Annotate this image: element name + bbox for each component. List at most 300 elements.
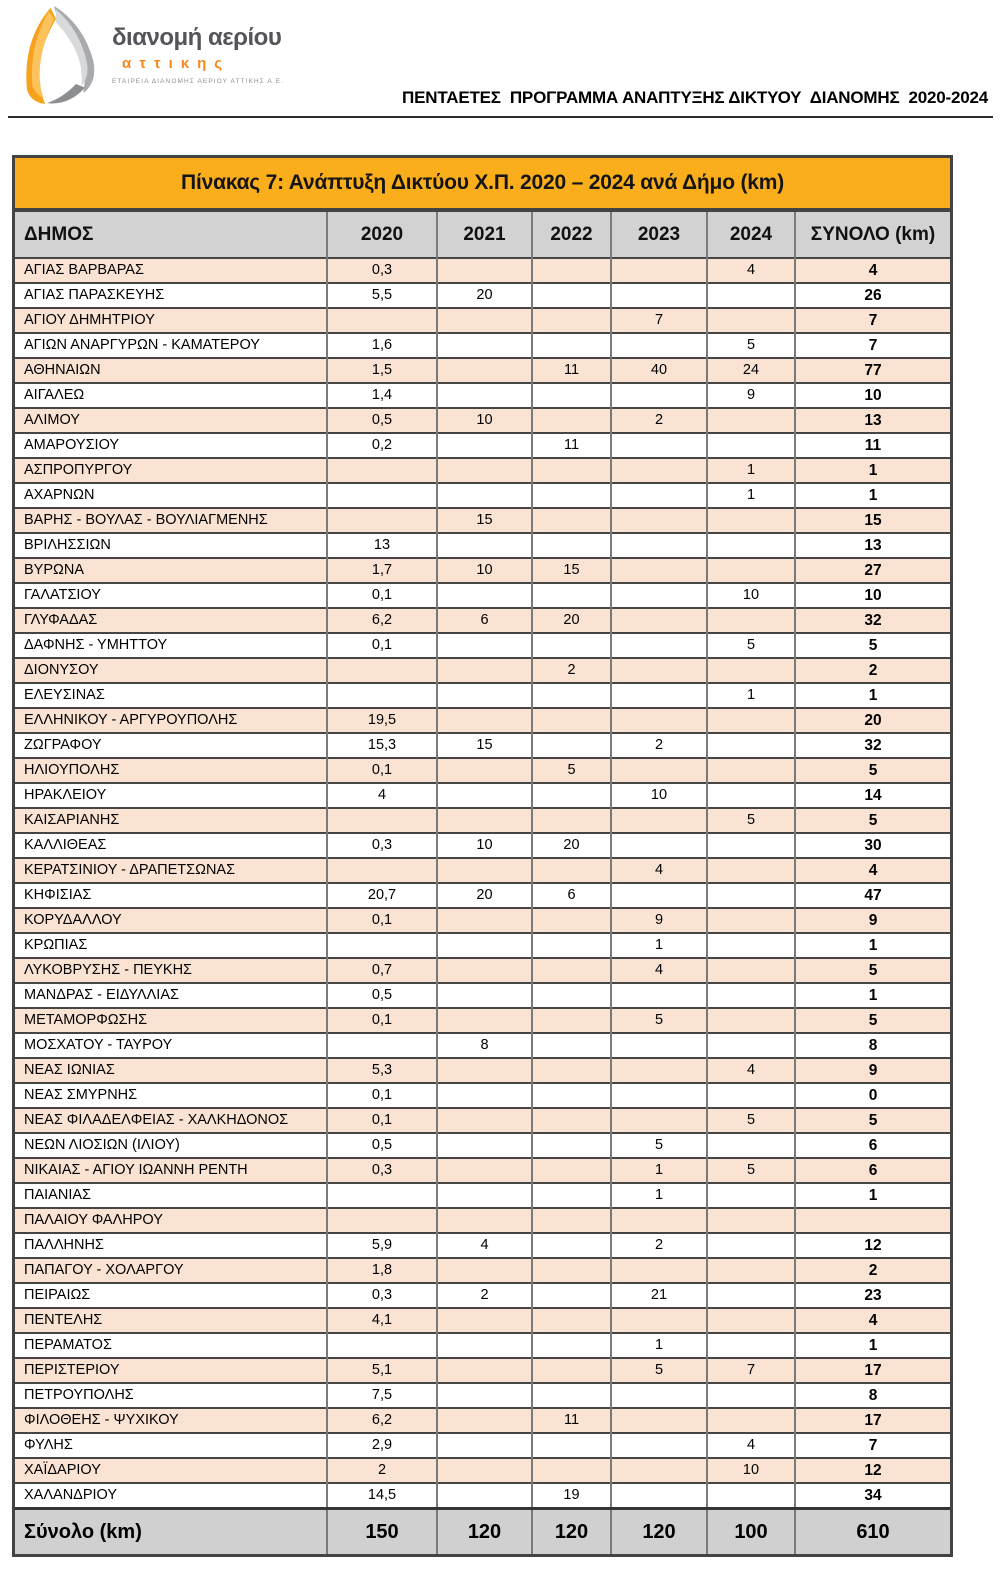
year-value: 1 — [611, 933, 707, 958]
year-value — [611, 383, 707, 408]
municipality-name: ΚΡΩΠΙΑΣ — [15, 933, 327, 958]
year-value — [437, 783, 532, 808]
year-value: 11 — [532, 1408, 611, 1433]
table-row — [15, 333, 950, 358]
year-value: 5,5 — [327, 283, 437, 308]
row-total: 13 — [795, 408, 950, 433]
year-value — [707, 1283, 795, 1308]
year-value — [611, 683, 707, 708]
row-total: 5 — [795, 758, 950, 783]
header-row — [15, 211, 950, 258]
year-value — [532, 533, 611, 558]
municipality-name: ΜΕΤΑΜΟΡΦΩΣΗΣ — [15, 1008, 327, 1033]
year-value: 11 — [532, 433, 611, 458]
table-row — [15, 658, 950, 683]
year-value — [611, 333, 707, 358]
year-value — [532, 1358, 611, 1383]
year-value — [707, 983, 795, 1008]
year-value: 4 — [437, 1233, 532, 1258]
year-value — [707, 533, 795, 558]
row-total: 9 — [795, 1058, 950, 1083]
year-value — [532, 283, 611, 308]
year-value — [532, 383, 611, 408]
table-row — [15, 1233, 950, 1258]
table-row — [15, 308, 950, 333]
year-value — [437, 958, 532, 983]
total-2022: 120 — [532, 1509, 611, 1555]
municipality-name: ΝΕΑΣ ΦΙΛΑΔΕΛΦΕΙΑΣ - ΧΑΛΚΗΔΟΝΟΣ — [15, 1108, 327, 1133]
row-total: 23 — [795, 1283, 950, 1308]
year-value — [327, 933, 437, 958]
year-value — [611, 1033, 707, 1058]
year-value: 15 — [437, 733, 532, 758]
totals-label: Σύνολο (km) — [15, 1509, 327, 1555]
year-value — [707, 1483, 795, 1509]
year-value: 0,7 — [327, 958, 437, 983]
table-row — [15, 1358, 950, 1383]
year-value — [437, 358, 532, 383]
table-row — [15, 683, 950, 708]
year-value — [327, 1333, 437, 1358]
year-value — [437, 1408, 532, 1433]
year-value — [532, 783, 611, 808]
year-value: 6 — [437, 608, 532, 633]
year-value: 1 — [707, 458, 795, 483]
table-row — [15, 983, 950, 1008]
year-value — [532, 983, 611, 1008]
logo-text — [112, 26, 284, 86]
year-value — [532, 1158, 611, 1183]
row-total: 2 — [795, 1258, 950, 1283]
year-value — [437, 1333, 532, 1358]
table-row — [15, 1033, 950, 1058]
year-value: 1,4 — [327, 383, 437, 408]
year-value — [437, 1208, 532, 1233]
municipality-name: ΠΑΛΛΗΝΗΣ — [15, 1233, 327, 1258]
year-value — [611, 758, 707, 783]
row-total: 26 — [795, 283, 950, 308]
year-value — [437, 808, 532, 833]
row-total: 1 — [795, 933, 950, 958]
year-value: 0,5 — [327, 983, 437, 1008]
year-value — [327, 508, 437, 533]
year-value — [707, 408, 795, 433]
year-value: 1 — [611, 1158, 707, 1183]
year-value — [611, 483, 707, 508]
year-value — [437, 458, 532, 483]
year-value — [707, 783, 795, 808]
year-value: 21 — [611, 1283, 707, 1308]
year-value — [611, 458, 707, 483]
year-value: 6,2 — [327, 608, 437, 633]
year-value: 7 — [611, 308, 707, 333]
year-value — [437, 1458, 532, 1483]
year-value — [437, 908, 532, 933]
municipality-name: ΒΑΡΗΣ - ΒΟΥΛΑΣ - ΒΟΥΛΙΑΓΜΕΝΗΣ — [15, 508, 327, 533]
year-value: 4 — [327, 783, 437, 808]
year-value: 0,1 — [327, 1083, 437, 1108]
year-value — [437, 983, 532, 1008]
document-title: ΠΕΝΤΑΕΤΕΣ ΠΡΟΓΡΑΜΜΑ ΑΝΑΠΤΥΞΗΣ ΔΙΚΤΥΟΥ ΔΙΑΝΟΜΗΣ 2020-2024 — [402, 88, 988, 107]
row-total: 6 — [795, 1158, 950, 1183]
year-value: 1,5 — [327, 358, 437, 383]
year-value — [707, 283, 795, 308]
municipality-name: ΑΓΙΑΣ ΠΑΡΑΣΚΕΥΗΣ — [15, 283, 327, 308]
year-value — [611, 258, 707, 283]
logo-company-subtitle: ΕΤΑΙΡΕΙΑ ΔΙΑΝΟΜΗΣ ΑΕΡΙΟΥ ΑΤΤΙΚΗΣ Α.Ε. — [112, 78, 285, 85]
municipality-name: ΚΗΦΙΣΙΑΣ — [15, 883, 327, 908]
year-value: 1,8 — [327, 1258, 437, 1283]
row-total: 6 — [795, 1133, 950, 1158]
year-value — [532, 1058, 611, 1083]
year-value — [611, 1458, 707, 1483]
table-row — [15, 383, 950, 408]
column-header-2021: 2021 — [437, 211, 532, 258]
year-value — [437, 1008, 532, 1033]
table-row — [15, 1258, 950, 1283]
year-value: 2 — [532, 658, 611, 683]
row-total: 7 — [795, 333, 950, 358]
logo-region: αττικης — [122, 55, 231, 72]
table-row — [15, 408, 950, 433]
year-value — [532, 1383, 611, 1408]
municipality-name: ΚΑΛΛΙΘΕΑΣ — [15, 833, 327, 858]
year-value — [532, 1208, 611, 1233]
municipality-name: ΑΧΑΡΝΩΝ — [15, 483, 327, 508]
year-value — [532, 308, 611, 333]
year-value: 10 — [611, 783, 707, 808]
municipality-name: ΝΕΑΣ ΣΜΥΡΝΗΣ — [15, 1083, 327, 1108]
year-value: 5,9 — [327, 1233, 437, 1258]
year-value — [707, 1383, 795, 1408]
year-value — [327, 1208, 437, 1233]
table-row — [15, 833, 950, 858]
year-value: 4 — [707, 1433, 795, 1458]
year-value: 5 — [707, 1158, 795, 1183]
gas-swirl-logo-icon — [10, 6, 102, 104]
year-value: 10 — [707, 583, 795, 608]
row-total: 20 — [795, 708, 950, 733]
row-total: 1 — [795, 458, 950, 483]
year-value — [611, 1383, 707, 1408]
municipality-name: ΑΜΑΡΟΥΣΙΟΥ — [15, 433, 327, 458]
year-value: 1,6 — [327, 333, 437, 358]
year-value — [437, 258, 532, 283]
year-value — [611, 633, 707, 658]
table-row — [15, 858, 950, 883]
year-value — [532, 733, 611, 758]
year-value — [707, 658, 795, 683]
row-total: 17 — [795, 1358, 950, 1383]
year-value: 5,3 — [327, 1058, 437, 1083]
year-value — [532, 1008, 611, 1033]
table-row — [15, 783, 950, 808]
municipality-name: ΚΟΡΥΔΑΛΛΟΥ — [15, 908, 327, 933]
year-value — [611, 558, 707, 583]
table-row — [15, 933, 950, 958]
table-row — [15, 1158, 950, 1183]
table-row — [15, 583, 950, 608]
year-value — [532, 933, 611, 958]
year-value: 15 — [532, 558, 611, 583]
year-value — [437, 333, 532, 358]
year-value — [327, 308, 437, 333]
year-value: 5 — [611, 1008, 707, 1033]
year-value: 0,1 — [327, 1008, 437, 1033]
year-value — [707, 708, 795, 733]
municipality-name: ΚΕΡΑΤΣΙΝΙΟΥ - ΔΡΑΠΕΤΣΩΝΑΣ — [15, 858, 327, 883]
column-header-total: ΣΥΝΟΛΟ (km) — [795, 211, 950, 258]
year-value — [437, 758, 532, 783]
row-total: 0 — [795, 1083, 950, 1108]
totals-row — [15, 1509, 950, 1555]
year-value — [532, 1333, 611, 1358]
table-row — [15, 733, 950, 758]
table-row — [15, 1383, 950, 1408]
year-value — [437, 1308, 532, 1333]
year-value — [532, 408, 611, 433]
row-total: 4 — [795, 858, 950, 883]
municipality-name: ΠΕΝΤΕΛΗΣ — [15, 1308, 327, 1333]
municipality-name: ΜΟΣΧΑΤΟΥ - ΤΑΥΡΟΥ — [15, 1033, 327, 1058]
year-value: 2 — [611, 1233, 707, 1258]
year-value — [707, 433, 795, 458]
year-value: 0,1 — [327, 583, 437, 608]
year-value: 1 — [707, 483, 795, 508]
year-value — [327, 483, 437, 508]
year-value — [611, 1258, 707, 1283]
row-total: 32 — [795, 733, 950, 758]
year-value: 0,3 — [327, 833, 437, 858]
table-row — [15, 558, 950, 583]
year-value: 0,1 — [327, 1108, 437, 1133]
year-value — [532, 1083, 611, 1108]
year-value — [327, 1183, 437, 1208]
table-row — [15, 608, 950, 633]
municipality-name: ΑΛΙΜΟΥ — [15, 408, 327, 433]
year-value: 9 — [611, 908, 707, 933]
year-value: 0,5 — [327, 408, 437, 433]
municipality-name: ΧΑΛΑΝΔΡΙΟΥ — [15, 1483, 327, 1509]
table-row — [15, 1083, 950, 1108]
year-value: 1 — [707, 683, 795, 708]
table-row — [15, 633, 950, 658]
year-value: 20 — [532, 608, 611, 633]
year-value: 2 — [327, 1458, 437, 1483]
table-row — [15, 808, 950, 833]
year-value — [707, 733, 795, 758]
network-development-table — [15, 210, 950, 1554]
year-value — [707, 908, 795, 933]
year-value: 11 — [532, 358, 611, 383]
municipality-name: ΛΥΚΟΒΡΥΣΗΣ - ΠΕΥΚΗΣ — [15, 958, 327, 983]
year-value — [611, 433, 707, 458]
year-value — [437, 483, 532, 508]
year-value — [707, 833, 795, 858]
year-value: 5 — [611, 1358, 707, 1383]
column-header-2022: 2022 — [532, 211, 611, 258]
year-value — [707, 508, 795, 533]
year-value — [611, 1208, 707, 1233]
row-total: 4 — [795, 258, 950, 283]
year-value — [532, 333, 611, 358]
row-total: 1 — [795, 683, 950, 708]
header-divider — [8, 116, 993, 118]
table-row — [15, 1408, 950, 1433]
municipality-name: ΑΓΙΑΣ ΒΑΡΒΑΡΑΣ — [15, 258, 327, 283]
year-value: 2 — [611, 733, 707, 758]
year-value: 0,3 — [327, 1283, 437, 1308]
year-value: 0,5 — [327, 1133, 437, 1158]
row-total: 5 — [795, 958, 950, 983]
year-value — [532, 1108, 611, 1133]
year-value — [611, 808, 707, 833]
year-value — [437, 1083, 532, 1108]
year-value: 4 — [707, 258, 795, 283]
row-total: 5 — [795, 1108, 950, 1133]
year-value — [327, 858, 437, 883]
column-header-2024: 2024 — [707, 211, 795, 258]
year-value — [532, 958, 611, 983]
year-value — [532, 683, 611, 708]
municipality-name: ΦΙΛΟΘΕΗΣ - ΨΥΧΙΚΟΥ — [15, 1408, 327, 1433]
municipality-name: ΠΑΙΑΝΙΑΣ — [15, 1183, 327, 1208]
year-value: 19 — [532, 1483, 611, 1509]
table-row — [15, 1133, 950, 1158]
year-value — [707, 933, 795, 958]
year-value: 4 — [707, 1058, 795, 1083]
year-value — [707, 1408, 795, 1433]
year-value — [532, 1258, 611, 1283]
year-value: 19,5 — [327, 708, 437, 733]
year-value: 1,7 — [327, 558, 437, 583]
year-value: 2 — [611, 408, 707, 433]
year-value — [532, 708, 611, 733]
municipality-name: ΗΡΑΚΛΕΙΟΥ — [15, 783, 327, 808]
row-total: 17 — [795, 1408, 950, 1433]
municipality-name: ΝΕΑΣ ΙΩΝΙΑΣ — [15, 1058, 327, 1083]
table-row — [15, 1108, 950, 1133]
logo-name: διανομή αερίου — [112, 24, 282, 51]
year-value: 20 — [437, 883, 532, 908]
year-value — [437, 1158, 532, 1183]
table-row — [15, 758, 950, 783]
row-total: 12 — [795, 1233, 950, 1258]
year-value: 20 — [532, 833, 611, 858]
year-value — [437, 383, 532, 408]
row-total: 1 — [795, 1183, 950, 1208]
row-total: 7 — [795, 308, 950, 333]
year-value — [437, 1433, 532, 1458]
year-value: 2 — [437, 1283, 532, 1308]
table-row — [15, 358, 950, 383]
year-value: 0,1 — [327, 633, 437, 658]
year-value — [437, 1258, 532, 1283]
year-value — [437, 933, 532, 958]
year-value — [707, 608, 795, 633]
year-value — [611, 283, 707, 308]
year-value: 5 — [707, 633, 795, 658]
year-value — [532, 1183, 611, 1208]
year-value: 5 — [707, 1108, 795, 1133]
year-value — [707, 558, 795, 583]
year-value — [437, 533, 532, 558]
year-value — [707, 1208, 795, 1233]
year-value — [707, 858, 795, 883]
year-value — [327, 458, 437, 483]
table-row — [15, 1183, 950, 1208]
year-value — [707, 1033, 795, 1058]
year-value — [707, 1133, 795, 1158]
year-value: 5 — [532, 758, 611, 783]
year-value: 5 — [707, 808, 795, 833]
row-total: 47 — [795, 883, 950, 908]
table-row — [15, 1008, 950, 1033]
row-total: 5 — [795, 808, 950, 833]
row-total: 13 — [795, 533, 950, 558]
municipality-name: ΕΛΕΥΣΙΝΑΣ — [15, 683, 327, 708]
year-value — [707, 1308, 795, 1333]
year-value: 0,3 — [327, 258, 437, 283]
year-value — [707, 1258, 795, 1283]
year-value: 20,7 — [327, 883, 437, 908]
year-value: 2,9 — [327, 1433, 437, 1458]
row-total: 10 — [795, 583, 950, 608]
year-value — [532, 1283, 611, 1308]
column-header-2023: 2023 — [611, 211, 707, 258]
year-value — [611, 508, 707, 533]
column-header-2020: 2020 — [327, 211, 437, 258]
table-row — [15, 258, 950, 283]
municipality-name: ΑΣΠΡΟΠΥΡΓΟΥ — [15, 458, 327, 483]
year-value — [611, 1058, 707, 1083]
year-value: 5 — [611, 1133, 707, 1158]
year-value — [611, 1083, 707, 1108]
year-value — [611, 583, 707, 608]
year-value: 7 — [707, 1358, 795, 1383]
year-value — [707, 1333, 795, 1358]
row-total: 30 — [795, 833, 950, 858]
row-total — [795, 1208, 950, 1233]
row-total: 5 — [795, 633, 950, 658]
year-value — [532, 258, 611, 283]
table-7-section — [12, 155, 953, 1557]
year-value: 14,5 — [327, 1483, 437, 1509]
year-value: 4,1 — [327, 1308, 437, 1333]
year-value: 10 — [437, 558, 532, 583]
year-value — [532, 633, 611, 658]
table-row — [15, 1333, 950, 1358]
row-total: 1 — [795, 1333, 950, 1358]
year-value — [707, 1233, 795, 1258]
year-value: 6 — [532, 883, 611, 908]
year-value — [532, 908, 611, 933]
year-value: 0,2 — [327, 433, 437, 458]
year-value: 6,2 — [327, 1408, 437, 1433]
year-value — [707, 883, 795, 908]
table-row — [15, 1208, 950, 1233]
table-row — [15, 533, 950, 558]
total-2023: 120 — [611, 1509, 707, 1555]
total-2024: 100 — [707, 1509, 795, 1555]
year-value: 0,3 — [327, 1158, 437, 1183]
year-value: 1 — [611, 1183, 707, 1208]
year-value — [437, 633, 532, 658]
row-total: 4 — [795, 1308, 950, 1333]
row-total: 34 — [795, 1483, 950, 1509]
year-value — [532, 483, 611, 508]
year-value — [532, 583, 611, 608]
